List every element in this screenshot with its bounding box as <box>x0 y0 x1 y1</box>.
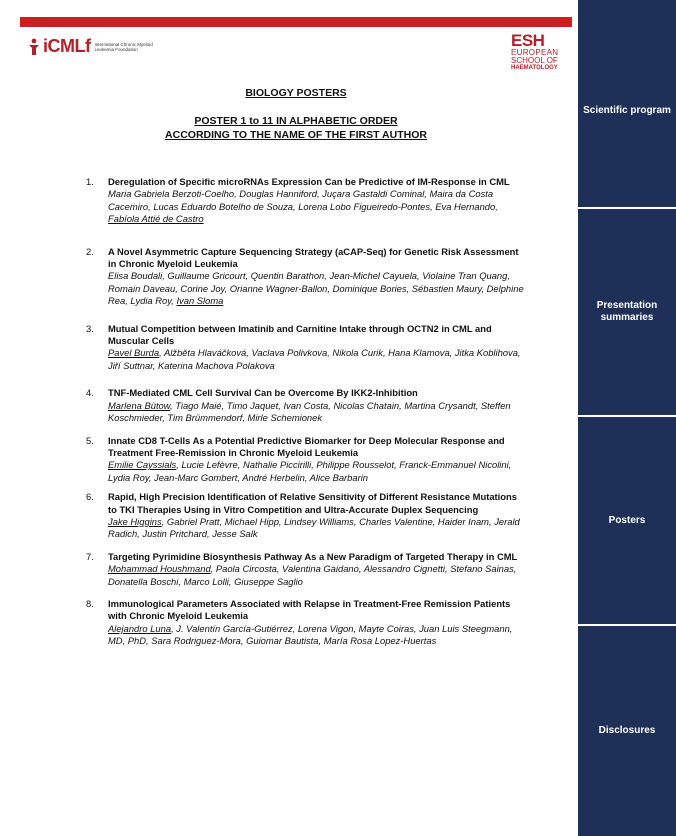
poster-authors <box>108 347 526 372</box>
esh-wordmark: ESH <box>511 31 545 50</box>
nav-scientific-program[interactable] <box>578 0 676 207</box>
poster-title: Rapid, High Precision Identification of Relative Sensitivity of Different Resistance Mutations to TKI Therapies Using in Vitro Competition and Ultra-Accurate Duplex Sequencing <box>108 491 517 515</box>
esh-haematology: HAEMATOLOGY <box>511 65 558 71</box>
poster-number: 1. <box>86 176 94 187</box>
poster-number: 8. <box>86 597 94 609</box>
poster-number: 2. <box>86 245 94 257</box>
poster-number: 6. <box>86 491 94 503</box>
poster-title: TNF-Mediated CML Cell Survival Can be Overcome By IKK2-Inhibition <box>108 387 418 399</box>
poster-authors <box>108 270 526 307</box>
authors-before: Elisa Boudali, Guillaume Gricourt, Quentin Barathon, Jean-Michel Cayuela, Violaine Tran Quang, Romain Daveau, Corine Joy, Orianne Wagner-Ballon, Dominique Bories, Sébastien Maury, Delphine Rea, Lydia Roy, <box>108 270 524 307</box>
nav-posters[interactable] <box>578 417 676 624</box>
presenting-author: Emilie Cayssials <box>108 459 177 471</box>
poster-title: Targeting Pyrimidine Biosynthesis Pathway As a New Paradigm of Targeted Therapy in CML <box>108 550 518 562</box>
poster-title: Immunological Parameters Associated with Relapse in Treatment-Free Remission Patients with Chronic Myeloid Leukemia <box>108 597 511 622</box>
nav-presentation-summaries[interactable] <box>578 209 676 415</box>
poster-title: A Novel Asymmetric Capture Sequencing Strategy (aCAP-Seq) for Genetic Risk Assessment in Chronic Myeloid Leukemia <box>108 245 519 270</box>
poster-item <box>86 323 526 373</box>
poster-item <box>86 246 526 308</box>
esh-school: SCHOOL OF <box>511 56 558 65</box>
nav-presentation-summaries-label: Presentation summaries <box>596 300 658 323</box>
esh-logo <box>511 33 567 72</box>
icmlf-subtitle: International Chronic Myeloid Leukemia Foundation <box>94 41 153 52</box>
poster-title: Mutual Competition between Imatinib and Carnitine Intake through OCTN2 in CML and Muscular Cells <box>108 322 492 347</box>
poster-authors <box>108 400 526 425</box>
poster-number: 7. <box>86 550 94 562</box>
poster-number: 4. <box>86 387 94 399</box>
presenting-author: Mohammad Houshmand <box>108 563 211 575</box>
page-title: BIOLOGY POSTERS <box>245 87 347 99</box>
poster-number: 3. <box>86 322 94 334</box>
authors-after: , Paola Circosta, Valentina Gaidano, Alessandro Cignetti, Stefano Sainas, Donatella Boschi, Marco Lolli, Giuseppe Saglio <box>108 563 517 587</box>
sidebar-nav <box>578 0 676 836</box>
poster-authors <box>108 623 526 648</box>
poster-authors <box>108 563 526 588</box>
presenting-author: Ivan Sloma <box>176 295 224 307</box>
nav-disclosures-label: Disclosures <box>598 725 656 736</box>
nav-disclosures[interactable] <box>578 626 676 836</box>
presenting-author: Fabíola Attié de Castro <box>108 213 204 225</box>
nav-posters-label: Posters <box>608 514 646 526</box>
presenting-author: Pavel Burda <box>108 347 160 359</box>
poster-item <box>86 176 526 226</box>
poster-item <box>86 435 526 485</box>
figure-icon <box>28 38 40 56</box>
authors-after: , Lucie Lefèvre, Nathalie Piccirilli, Philippe Rousselot, Franck-Emmanuel Nicolini, Lydia Roy, Jean-Marc Gombert, André Herbelin, Alice Barbarin <box>108 459 512 483</box>
nav-scientific-program-label: Scientific program <box>583 104 671 116</box>
esh-european: EUROPEAN <box>511 48 559 57</box>
poster-authors <box>108 459 526 484</box>
presenting-author: Marlena Bütow <box>108 399 171 411</box>
poster-list <box>86 173 526 648</box>
page-subtitle-line1: POSTER 1 to 11 IN ALPHABETIC ORDER <box>194 115 398 127</box>
icmlf-logo <box>28 36 154 57</box>
authors-before: Maria Gabriela Berzoti-Coelho, Douglas Hanniford, Juçara Gastaldi Cominal, Maira da Costa Cacemiro, Lucas Eduardo Botelho de Souza, Lorena Lobo Figueiredo-Pontes, Eva Hernando, <box>108 188 498 212</box>
authors-after: , J. Valentín García-Gutiérrez, Lorena Vigon, Mayte Coiras, Juan Luis Steegmann, MD, PhD, Sara Rodriguez-Mora, Guiomar Bautista, María Rosa Lopez-Huertas <box>108 622 513 647</box>
authors-after: , Tiago Maié, Timo Jaquet, Ivan Costa, Nicolas Chatain, Martina Crysandt, Steffen Koschmieder, Tim Brümmendorf, Mirle Schemionek <box>108 399 511 424</box>
authors-after: , Gabriel Pratt, Michael Hipp, Lindsey Williams, Charles Valentine, Haider Inam, Jerald Radich, Justin Pritchard, Jesse Salk <box>108 515 520 540</box>
poster-item <box>86 598 526 648</box>
poster-number: 5. <box>86 434 94 446</box>
icmlf-wordmark: iCMLf <box>43 36 91 56</box>
poster-title: Deregulation of Specific microRNAs Expression Can be Predictive of IM-Response in CML <box>108 176 510 187</box>
poster-item <box>86 551 526 588</box>
poster-item <box>86 387 526 424</box>
authors-after: , Alžběta Hlaváčková, Vaclava Polivkova, Nikola Curik, Hana Klamova, Jitka Koblihova, Jiří Suttnar, Katerina Machova Polakova <box>108 347 521 371</box>
presenting-author: Alejandro Luna <box>108 622 172 634</box>
poster-authors <box>108 188 526 225</box>
page-subtitle-line2: ACCORDING TO THE NAME OF THE FIRST AUTHOR <box>165 129 427 141</box>
poster-authors <box>108 516 526 541</box>
poster-item <box>86 491 526 541</box>
presenting-author: Jake Higgins <box>108 515 162 527</box>
header-red-bar <box>20 17 572 27</box>
poster-title: Innate CD8 T-Cells As a Potential Predictive Biomarker for Deep Molecular Response and Treatment Free-Remission in Chronic Myeloid Leukemia <box>108 434 505 458</box>
